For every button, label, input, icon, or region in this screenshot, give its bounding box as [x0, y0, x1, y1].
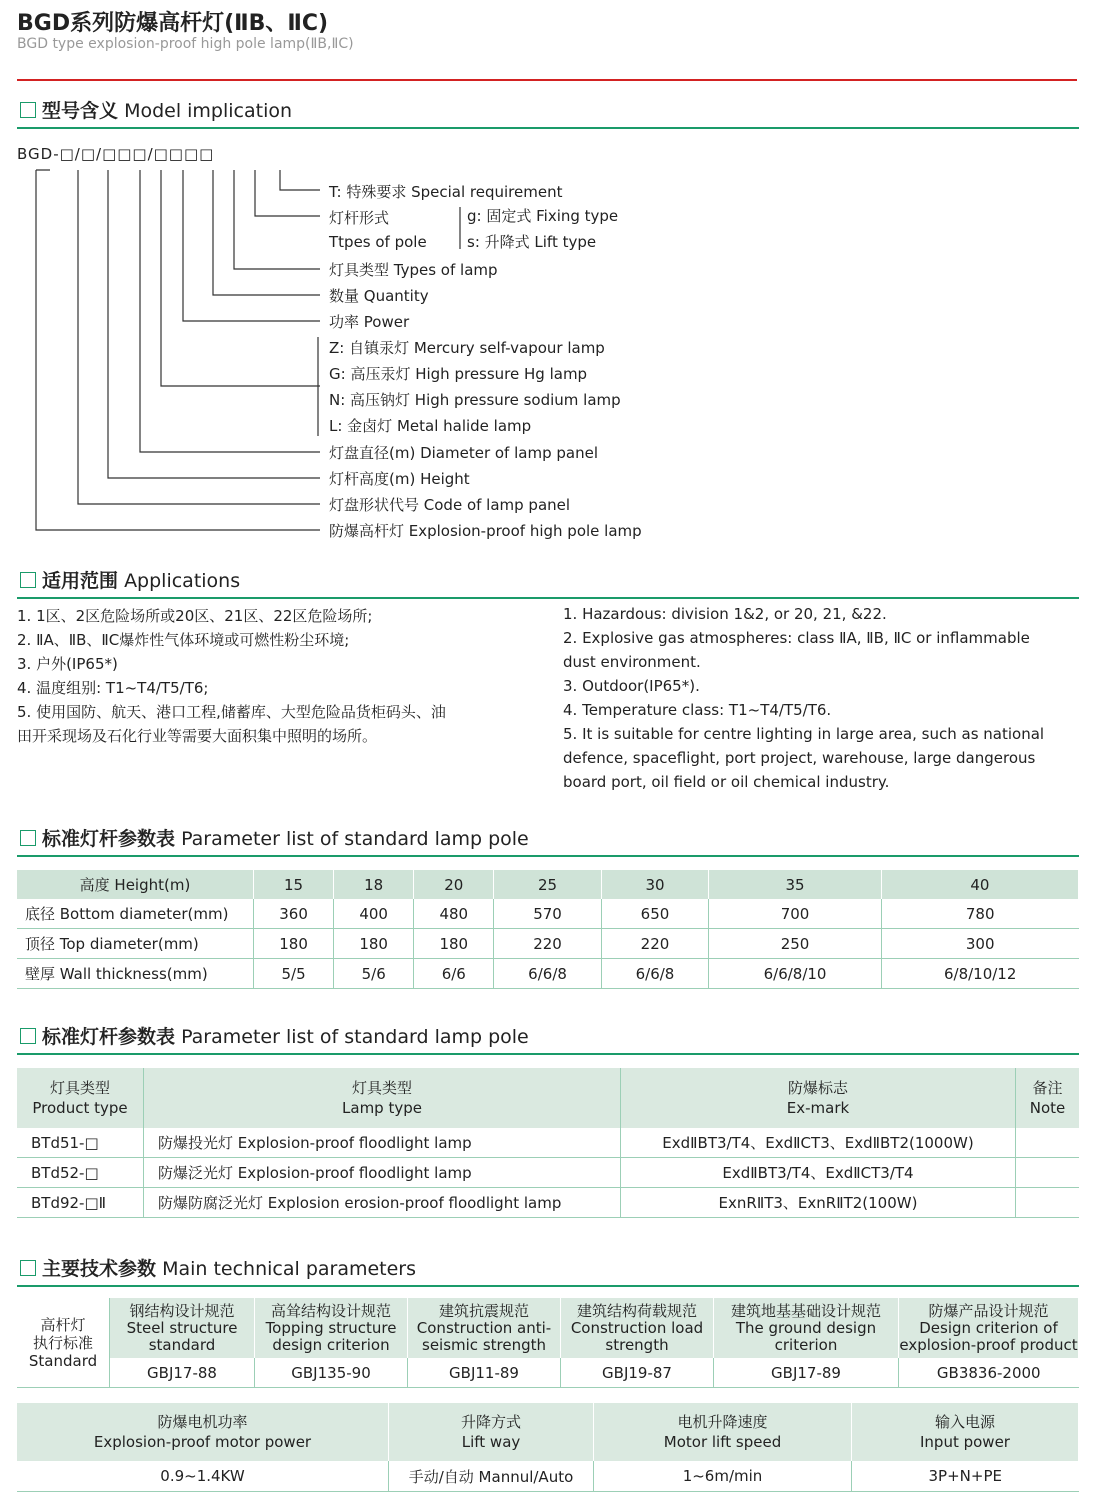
table-cell: GBJ135-90: [255, 1358, 408, 1388]
header-cell: 灯具类型 Lamp type: [144, 1068, 621, 1128]
section-title-cn: 标准灯杆参数表: [42, 1026, 176, 1048]
section-title-en: Main technical parameters: [162, 1258, 417, 1280]
model-label-height: 灯杆高度(m) Height: [329, 470, 470, 488]
table-cell: 250: [709, 929, 882, 959]
header-cell: 18: [334, 870, 414, 899]
row-label: 底径 Bottom diameter(mm): [17, 899, 254, 929]
table-row: [17, 899, 1079, 929]
section-main-tech: [20, 1254, 416, 1281]
header-cell: 输入电源 Input power: [852, 1403, 1079, 1461]
table-header-row: [17, 870, 1079, 899]
header-cell: 30: [601, 870, 708, 899]
table-cell: 650: [601, 899, 708, 929]
lamp-type: 防爆防腐泛光灯 Explosion erosion-proof floodlight lamp: [144, 1188, 621, 1218]
model-label-lamp-n: N: 高压钠灯 High pressure sodium lamp: [329, 391, 621, 409]
ex-mark: ExdⅡBT3/T4、ExdⅡCT3、ExdⅡBT2(1000W): [621, 1128, 1016, 1158]
header-cell: 电机升降速度 Motor lift speed: [594, 1403, 852, 1461]
header-cell: 35: [709, 870, 882, 899]
list-item: board port, oil field or oil chemical industry.: [563, 773, 890, 791]
table-cell: 6/6/8: [494, 959, 601, 989]
checkbox-icon: [20, 1028, 36, 1044]
table-header-row: [17, 1298, 1079, 1358]
model-label-lamp-type: 灯具类型 Types of lamp: [329, 261, 498, 279]
table-cell: 220: [494, 929, 601, 959]
list-item: 1. 1区、2区危险场所或20区、21区、22区危险场所;: [17, 607, 373, 625]
table-cell: 180: [254, 929, 334, 959]
model-label-fixing: g: 固定式 Fixing type: [467, 207, 619, 225]
row-label: 壁厚 Wall thickness(mm): [17, 959, 254, 989]
lamp-type-table: [17, 1068, 1079, 1218]
page-subtitle: BGD type explosion-proof high pole lamp(ⅡB,ⅡC): [17, 36, 354, 52]
model-code: BGD-□/□/□□□/□□□□: [17, 145, 215, 163]
table-cell: 220: [601, 929, 708, 959]
table-cell: GBJ17-88: [110, 1358, 255, 1388]
header-cell: 防爆产品设计规范 Design criterion of explosion-proof product: [899, 1298, 1079, 1358]
table-cell: GBJ19-87: [561, 1358, 714, 1388]
section-title-en: Model implication: [124, 100, 293, 122]
table-cell: 0.9~1.4KW: [17, 1461, 389, 1492]
table-cell: GBJ11-89: [408, 1358, 561, 1388]
header-cell: 灯具类型 Product type: [17, 1068, 144, 1128]
note: [1016, 1188, 1080, 1218]
list-item: 3. Outdoor(IP65*).: [563, 677, 700, 695]
list-item: 4. 温度组别: T1~T4/T5/T6;: [17, 679, 209, 697]
section-pole-params: [20, 824, 529, 851]
pole-parameter-table: [17, 870, 1079, 989]
table-cell: 360: [254, 899, 334, 929]
checkbox-icon: [20, 572, 36, 588]
table-cell: 6/6/8/10: [709, 959, 882, 989]
header-cell: 建筑地基基础设计规范 The ground design criterion: [714, 1298, 899, 1358]
header-cell: 建筑结构荷载规范 Construction load strength: [561, 1298, 714, 1358]
table-row: [17, 1188, 1079, 1218]
section-title-cn: 主要技术参数: [42, 1258, 157, 1280]
product-type: BTd52-□: [17, 1158, 144, 1188]
list-item: 2. ⅡA、ⅡB、ⅡC爆炸性气体环境或可燃性粉尘环境;: [17, 631, 350, 649]
checkbox-icon: [20, 830, 36, 846]
standards-table: [17, 1298, 1079, 1388]
lamp-type: 防爆投光灯 Explosion-proof floodlight lamp: [144, 1128, 621, 1158]
table-cell: 手动/自动 Mannul/Auto: [389, 1461, 594, 1492]
section-title-en: Parameter list of standard lamp pole: [181, 1026, 529, 1048]
header-cell: 15: [254, 870, 334, 899]
table-cell: 300: [881, 929, 1078, 959]
table-row: [17, 929, 1079, 959]
header-cell: 备注 Note: [1016, 1068, 1080, 1128]
list-item: dust environment.: [563, 653, 701, 671]
section-divider: [17, 855, 1079, 857]
section-title-en: Parameter list of standard lamp pole: [181, 828, 529, 850]
model-label-lift: s: 升降式 Lift type: [467, 233, 597, 251]
list-item: 田开采现场及石化行业等需要大面积集中照明的场所。: [17, 727, 378, 745]
header-cell: 高度 Height(m): [17, 870, 254, 899]
table-row: [17, 959, 1079, 989]
table-cell: 400: [334, 899, 414, 929]
list-item: 5. It is suitable for centre lighting in large area, such as national: [563, 725, 1045, 743]
table-cell: 3P+N+PE: [852, 1461, 1079, 1492]
list-item: defence, spaceflight, port project, warehouse, large dangerous: [563, 749, 1036, 767]
list-item: 4. Temperature class: T1~T4/T5/T6.: [563, 701, 832, 719]
table-row: [17, 1358, 1079, 1388]
model-label-power: 功率 Power: [329, 313, 410, 331]
table-row: [17, 1461, 1079, 1492]
model-label-diameter: 灯盘直径(m) Diameter of lamp panel: [329, 444, 598, 462]
model-label-lamp-g: G: 高压汞灯 High pressure Hg lamp: [329, 365, 588, 383]
model-label-panel-code: 灯盘形状代号 Code of lamp panel: [329, 496, 571, 514]
header-cell: 建筑抗震规范 Construction anti- seismic strength: [408, 1298, 561, 1358]
ex-mark: ExdⅡBT3/T4、ExdⅡCT3/T4: [621, 1158, 1016, 1188]
table-header-row: [17, 1068, 1079, 1128]
table-cell: 5/5: [254, 959, 334, 989]
model-label-quantity: 数量 Quantity: [329, 287, 429, 305]
header-cell: 20: [414, 870, 494, 899]
table-cell: 5/6: [334, 959, 414, 989]
section-lamp-types: [20, 1022, 529, 1049]
table-cell: 6/6: [414, 959, 494, 989]
header-cell: 防爆电机功率 Explosion-proof motor power: [17, 1403, 389, 1461]
header-cell: 25: [494, 870, 601, 899]
motor-power-table: [17, 1403, 1079, 1492]
model-label-lamp-z: Z: 自镇汞灯 Mercury self-vapour lamp: [329, 339, 605, 357]
table-cell: 180: [334, 929, 414, 959]
standard-label: 高杆灯 执行标准 Standard: [17, 1298, 110, 1388]
list-item: 2. Explosive gas atmospheres: class ⅡA, ⅡB, ⅡC or inflammable: [563, 629, 1030, 647]
table-cell: GB3836-2000: [899, 1358, 1079, 1388]
table-cell: 6/8/10/12: [881, 959, 1078, 989]
model-label-special: T: 特殊要求 Special requirement: [329, 183, 563, 201]
table-cell: 780: [881, 899, 1078, 929]
table-cell: 700: [709, 899, 882, 929]
table-cell: 180: [414, 929, 494, 959]
lamp-type: 防爆泛光灯 Explosion-proof floodlight lamp: [144, 1158, 621, 1188]
header-cell: 40: [881, 870, 1078, 899]
model-label-lamp-l: L: 金卤灯 Metal halide lamp: [329, 417, 532, 435]
header-cell: 防爆标志 Ex-mark: [621, 1068, 1016, 1128]
section-title-cn: 标准灯杆参数表: [42, 828, 176, 850]
header-cell: 钢结构设计规范 Steel structure standard: [110, 1298, 255, 1358]
section-title-cn: 型号含义: [42, 100, 119, 122]
list-item: 1. Hazardous: division 1&2, or 20, 21, &22.: [563, 605, 887, 623]
applications-en-list: [563, 602, 1044, 794]
list-item: 5. 使用国防、航天、港口工程,储蓄库、大型危险品货柜码头、油: [17, 703, 446, 721]
table-header-row: [17, 1403, 1079, 1461]
product-type: BTd51-□: [17, 1128, 144, 1158]
list-item: 3. 户外(IP65*): [17, 655, 118, 673]
section-divider: [17, 1285, 1079, 1287]
table-cell: 1~6m/min: [594, 1461, 852, 1492]
section-title-cn: 适用范围: [42, 570, 119, 592]
table-row: [17, 1128, 1079, 1158]
section-divider: [17, 597, 1079, 599]
section-applications: [20, 566, 240, 593]
model-label-pole-cn: 灯杆形式: [329, 209, 390, 227]
table-row: [17, 1158, 1079, 1188]
page-title: BGD系列防爆高杆灯(ⅡB、ⅡC): [17, 11, 329, 36]
table-cell: 480: [414, 899, 494, 929]
header-cell: 高耸结构设计规范 Topping structure design criterion: [255, 1298, 408, 1358]
model-label-high-pole: 防爆高杆灯 Explosion-proof high pole lamp: [329, 522, 642, 540]
checkbox-icon: [20, 1260, 36, 1276]
note: [1016, 1158, 1080, 1188]
table-cell: GBJ17-89: [714, 1358, 899, 1388]
product-type: BTd92-□Ⅱ: [17, 1188, 144, 1218]
section-divider: [17, 1053, 1079, 1055]
section-title-en: Applications: [124, 570, 241, 592]
model-label-pole-en: Ttpes of pole: [329, 233, 427, 251]
note: [1016, 1128, 1080, 1158]
table-cell: 570: [494, 899, 601, 929]
row-label: 顶径 Top diameter(mm): [17, 929, 254, 959]
header-cell: 升降方式 Lift way: [389, 1403, 594, 1461]
ex-mark: ExnRⅡT3、ExnRⅡT2(100W): [621, 1188, 1016, 1218]
table-cell: 6/6/8: [601, 959, 708, 989]
applications-cn-list: [17, 604, 446, 748]
